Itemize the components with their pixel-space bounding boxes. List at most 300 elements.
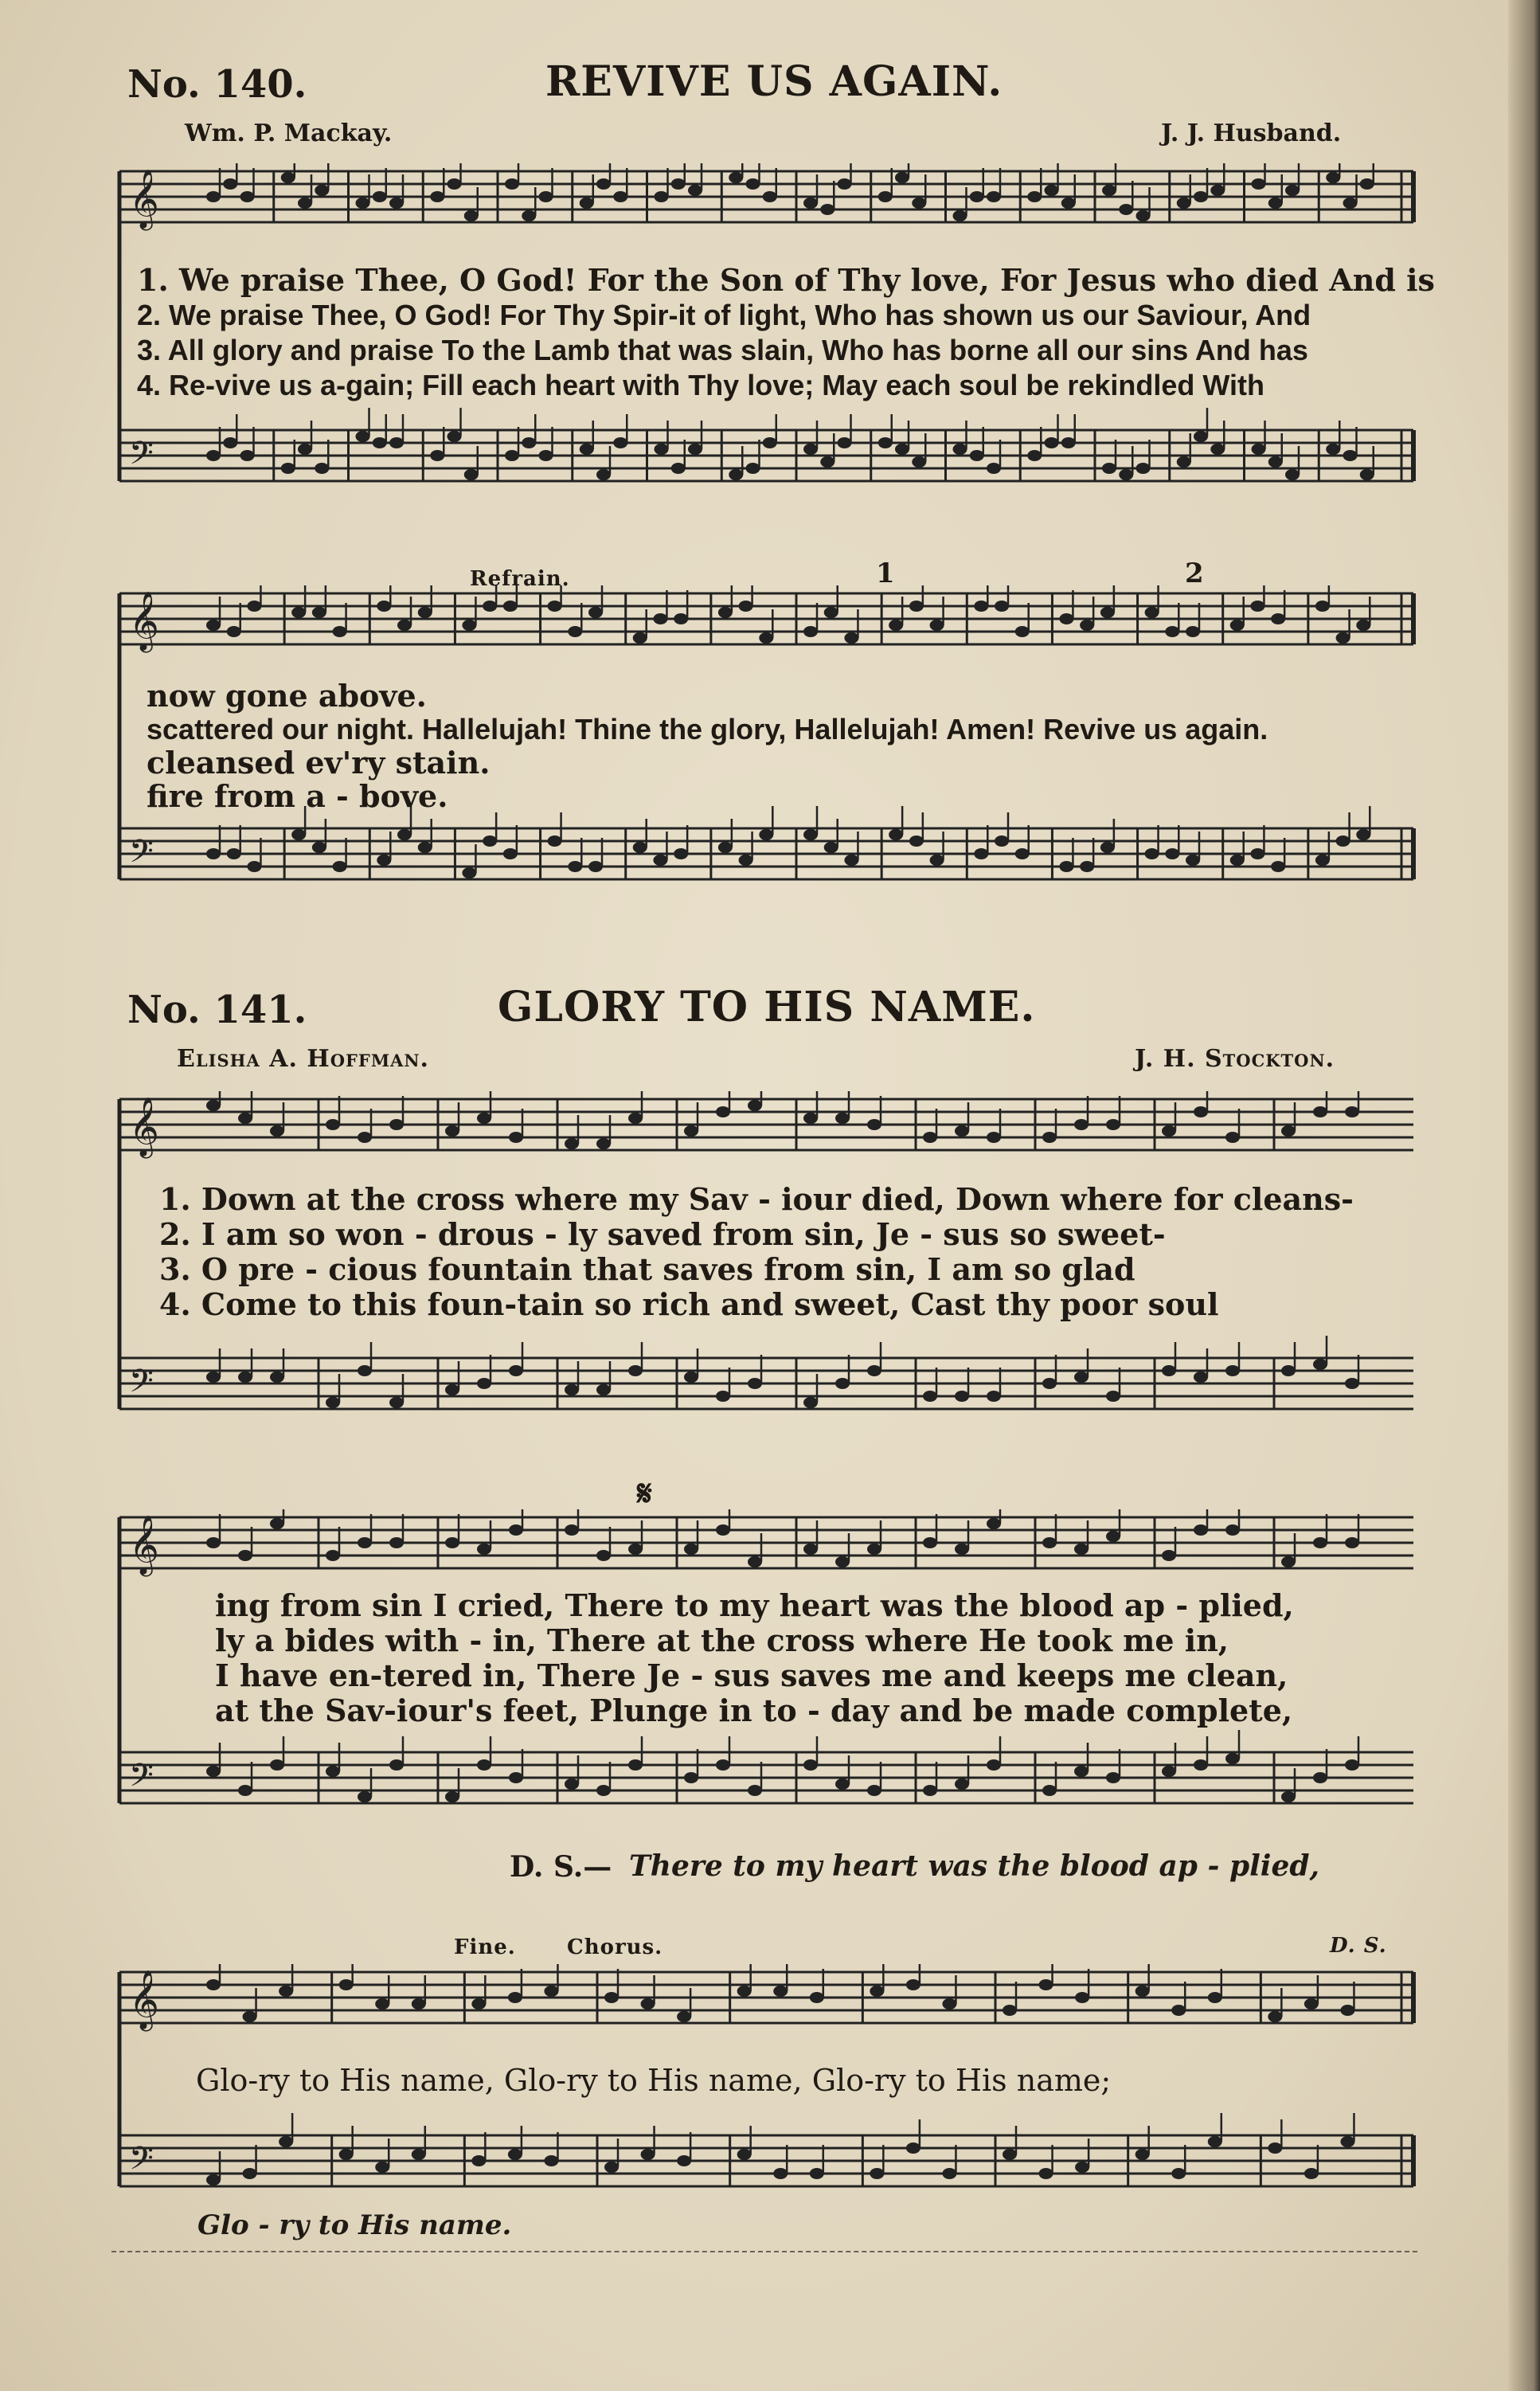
notehead: [240, 191, 255, 202]
notehead: [604, 1992, 619, 2003]
notehead: [588, 607, 603, 618]
hymn-140-verse-2-line-1: 2. We praise Thee, O God! For Thy Spir-it of light, Who has shown us our Saviour, And: [137, 299, 1311, 331]
hymn-140-title: REVIVE US AGAIN.: [545, 57, 1003, 106]
notehead: [206, 1100, 221, 1111]
notehead: [580, 444, 594, 455]
notehead: [445, 1537, 459, 1548]
notehead: [565, 1779, 579, 1790]
notehead: [1304, 2168, 1319, 2179]
notehead: [568, 861, 582, 872]
notehead: [1027, 450, 1042, 461]
notehead: [671, 463, 686, 474]
notehead: [206, 1766, 221, 1777]
notehead: [1345, 1106, 1359, 1117]
notehead: [445, 1791, 459, 1802]
hymn-140-ending-2: 2: [1185, 558, 1205, 589]
notehead: [238, 1550, 252, 1561]
notehead: [471, 2155, 486, 2166]
notehead: [1268, 456, 1283, 468]
notehead: [1075, 1992, 1089, 2003]
notehead: [737, 2149, 752, 2160]
notehead: [1061, 198, 1076, 209]
notehead: [1285, 185, 1300, 196]
notehead: [281, 172, 295, 183]
notehead: [1042, 1537, 1057, 1548]
notehead: [1315, 601, 1330, 612]
notehead: [748, 1100, 762, 1111]
notehead: [895, 172, 909, 183]
notehead: [503, 601, 518, 612]
notehead: [1100, 607, 1115, 618]
notehead: [356, 198, 370, 209]
notehead: [987, 1518, 1001, 1529]
notehead: [397, 620, 412, 631]
notehead: [1230, 855, 1245, 866]
notehead: [358, 1537, 372, 1548]
notehead: [206, 1979, 221, 1990]
notehead: [1162, 1365, 1176, 1376]
notehead: [716, 1391, 730, 1402]
notehead: [870, 2168, 884, 2179]
hymn-141-number: No. 141.: [127, 988, 307, 1032]
notehead: [503, 848, 518, 859]
notehead: [580, 198, 594, 209]
notehead: [596, 178, 611, 190]
notehead: [1074, 1119, 1089, 1130]
notehead: [803, 1759, 818, 1771]
notehead: [1080, 861, 1094, 872]
notehead: [810, 1992, 824, 2003]
notehead: [1345, 1537, 1359, 1548]
notehead: [1003, 2005, 1017, 2016]
notehead: [508, 2149, 522, 2160]
notehead: [1177, 456, 1191, 468]
ds-label: D. S.—: [510, 1850, 612, 1884]
notehead: [1186, 855, 1200, 866]
hymn-140-author: Wm. P. Mackay.: [185, 119, 393, 147]
notehead: [430, 450, 444, 461]
hymn-141-verse-4-line-2: at the Sav-iour's feet, Plunge in to - day and be made complete,: [215, 1692, 1293, 1728]
notehead: [568, 626, 582, 637]
chorus-label: Chorus.: [567, 1935, 663, 1959]
notehead: [748, 1378, 762, 1389]
notehead: [596, 469, 611, 480]
ds-text: There to my heart was the blood ap - plied,: [629, 1849, 1320, 1883]
notehead: [509, 1365, 523, 1376]
notehead: [389, 437, 404, 448]
notehead: [375, 1998, 389, 2009]
hymn-140-verse-3-line-1: 3. All glory and praise To the Lamb that was slain, Who has borne all our sins And has: [137, 334, 1308, 366]
hymn-141-verse-1-line-1: 1. Down at the cross where my Sav - iour died, Down where for cleans-: [159, 1181, 1354, 1217]
notehead: [1340, 2136, 1354, 2147]
notehead: [729, 172, 743, 183]
notehead: [445, 1384, 459, 1395]
notehead: [739, 855, 753, 866]
notehead: [375, 2162, 389, 2173]
notehead: [509, 1132, 523, 1143]
notehead: [604, 2162, 619, 2173]
notehead: [412, 1998, 426, 2009]
notehead: [1250, 601, 1264, 612]
notehead: [243, 2168, 257, 2179]
notehead: [633, 632, 647, 644]
notehead: [906, 2143, 920, 2154]
notehead: [508, 1992, 522, 2003]
notehead: [923, 1537, 937, 1548]
notehead: [298, 198, 312, 209]
notehead: [1252, 178, 1266, 190]
notehead: [565, 1524, 579, 1536]
notehead: [1106, 1119, 1120, 1130]
notehead: [509, 1524, 523, 1536]
notehead: [1162, 1766, 1176, 1777]
hymn-141-composer: J. H. Stockton.: [1135, 1045, 1335, 1073]
notehead: [995, 601, 1009, 612]
chorus-tail: Glo - ry to His name.: [197, 2209, 512, 2241]
notehead: [633, 842, 647, 853]
notehead: [1313, 1537, 1327, 1548]
notehead: [247, 861, 261, 872]
notehead: [1304, 1998, 1319, 2009]
notehead: [206, 2174, 221, 2186]
notehead: [987, 191, 1001, 202]
notehead: [923, 1785, 937, 1796]
notehead: [748, 1556, 762, 1567]
notehead: [955, 1125, 969, 1137]
notehead: [565, 1138, 579, 1149]
notehead: [206, 848, 221, 859]
notehead: [418, 842, 432, 853]
notehead: [716, 1759, 730, 1771]
notehead: [1268, 2143, 1282, 2154]
treble-clef-icon: 𝄞: [129, 592, 159, 651]
hymn-141-verse-1-line-2: ing from sin I cried, There to my heart was the blood ap - plied,: [215, 1587, 1294, 1623]
notehead: [1177, 198, 1191, 209]
notehead: [1061, 437, 1076, 448]
notehead: [912, 456, 926, 468]
notehead: [867, 1544, 881, 1555]
notehead: [688, 185, 702, 196]
notehead: [596, 1384, 611, 1395]
notehead: [1313, 1772, 1327, 1783]
notehead: [773, 1986, 788, 1997]
notehead: [878, 191, 893, 202]
bass-clef-icon: 𝄢: [129, 1757, 154, 1802]
notehead: [1326, 444, 1340, 455]
notehead: [270, 1759, 284, 1771]
notehead: [389, 1397, 404, 1408]
notehead: [923, 1391, 937, 1402]
notehead: [596, 1138, 611, 1149]
book-spine-shadow: [1508, 0, 1540, 2391]
bass-staff: [119, 430, 1413, 481]
notehead: [942, 1998, 956, 2009]
notehead: [838, 437, 852, 448]
notehead: [1313, 1106, 1327, 1117]
notehead: [737, 1986, 752, 1997]
notehead: [339, 1979, 354, 1990]
notehead: [674, 848, 688, 859]
notehead: [739, 601, 753, 612]
notehead: [539, 450, 553, 461]
notehead: [1194, 191, 1208, 202]
notehead: [824, 607, 838, 618]
notehead: [987, 1759, 1001, 1771]
notehead: [1208, 1992, 1222, 2003]
notehead: [835, 1779, 850, 1790]
notehead: [653, 855, 667, 866]
notehead: [544, 1986, 558, 1997]
notehead: [870, 1986, 884, 1997]
bottom-rule: [111, 2251, 1417, 2252]
notehead: [1230, 620, 1245, 631]
notehead: [953, 210, 967, 221]
notehead: [326, 1397, 340, 1408]
notehead: [389, 1119, 404, 1130]
treble-clef-icon: 𝄞: [129, 1970, 159, 2029]
notehead: [1281, 1125, 1296, 1137]
notehead: [240, 450, 255, 461]
notehead: [1225, 1753, 1240, 1764]
notehead: [810, 2168, 824, 2179]
notehead: [206, 620, 221, 631]
notehead: [1074, 1544, 1089, 1555]
treble-clef-icon: 𝄞: [129, 170, 159, 229]
notehead: [270, 1518, 284, 1529]
notehead: [206, 191, 221, 202]
notehead: [1210, 185, 1225, 196]
notehead: [628, 1759, 643, 1771]
notehead: [653, 613, 667, 624]
hymn-140-verse-1-line-1: 1. We praise Thee, O God! For the Son of Thy love, For Jesus who died And is: [137, 262, 1435, 298]
notehead: [312, 842, 326, 853]
notehead: [1281, 1365, 1296, 1376]
notehead: [326, 1119, 340, 1130]
notehead: [1343, 450, 1358, 461]
notehead: [1015, 626, 1030, 637]
notehead: [759, 632, 773, 644]
notehead: [206, 450, 221, 461]
notehead: [430, 191, 444, 202]
notehead: [358, 1791, 372, 1802]
notehead: [238, 1785, 252, 1796]
notehead: [909, 601, 924, 612]
notehead: [448, 431, 462, 442]
notehead: [930, 620, 944, 631]
notehead: [464, 210, 479, 221]
notehead: [544, 2155, 558, 2166]
notehead: [1042, 1378, 1057, 1389]
bass-clef-icon: 𝄢: [129, 1363, 154, 1407]
notehead: [1268, 2011, 1282, 2022]
notehead: [987, 463, 1001, 474]
notehead: [227, 848, 241, 859]
notehead: [718, 842, 733, 853]
hymn-140-refrain-label: Refrain.: [470, 567, 570, 591]
notehead: [548, 835, 562, 847]
notehead: [1194, 1524, 1208, 1536]
notehead: [377, 601, 391, 612]
notehead: [522, 437, 536, 448]
notehead: [835, 1113, 850, 1124]
hymn-140-verse-1-line-2: now gone above.: [147, 678, 427, 714]
notehead: [333, 626, 347, 637]
notehead: [1102, 463, 1116, 474]
notehead: [1136, 210, 1151, 221]
notehead: [298, 444, 312, 455]
notehead: [596, 1550, 611, 1561]
notehead: [867, 1785, 881, 1796]
notehead: [1194, 431, 1208, 442]
notehead: [1106, 1772, 1120, 1783]
notehead: [326, 1766, 340, 1777]
notehead: [291, 607, 306, 618]
hymn-140-verse-4-line-2: fire from a - bove.: [147, 778, 448, 814]
notehead: [522, 210, 536, 221]
notehead: [1162, 1550, 1176, 1561]
notehead: [315, 463, 329, 474]
notehead: [505, 450, 519, 461]
notehead: [974, 601, 988, 612]
notehead: [895, 444, 909, 455]
notehead: [358, 1365, 372, 1376]
notehead: [684, 1125, 698, 1137]
notehead: [1194, 1372, 1208, 1383]
notehead: [1271, 861, 1285, 872]
hymn-140-verse-2-line-2: scattered our night. Hallelujah! Thine the glory, Hallelujah! Amen! Revive us again.: [147, 713, 1268, 745]
notehead: [471, 1998, 486, 2009]
notehead: [1171, 2168, 1186, 2179]
notehead: [483, 601, 497, 612]
notehead: [763, 191, 777, 202]
notehead: [1336, 632, 1350, 644]
notehead: [820, 456, 834, 468]
notehead: [889, 620, 903, 631]
notehead: [1345, 1759, 1359, 1771]
notehead: [373, 191, 387, 202]
hymn-140-number: No. 140.: [127, 62, 307, 107]
notehead: [358, 1132, 372, 1143]
notehead: [1271, 613, 1285, 624]
notehead: [1208, 2136, 1222, 2147]
notehead: [539, 191, 553, 202]
hymn-141-author: Elisha A. Hoffman.: [177, 1045, 429, 1073]
notehead: [716, 1524, 730, 1536]
notehead: [1360, 469, 1374, 480]
notehead: [1102, 185, 1116, 196]
notehead: [1250, 848, 1264, 859]
chorus-line: Glo-ry to His name, Glo-ry to His name, Glo-ry to His name;: [196, 2063, 1112, 2098]
notehead: [464, 469, 479, 480]
notehead: [718, 607, 733, 618]
hymn-140-verse-4-line-1: 4. Re-vive us a-gain; Fill each heart with Thy love; May each soul be rekindled With: [137, 369, 1265, 401]
notehead: [1135, 1986, 1150, 1997]
hymn-141-verse-3-line-2: I have en-tered in, There Je - sus saves me and keeps me clean,: [215, 1657, 1288, 1693]
notehead: [803, 1544, 818, 1555]
notehead: [356, 431, 370, 442]
notehead: [955, 1544, 969, 1555]
notehead: [339, 2149, 354, 2160]
notehead: [716, 1106, 730, 1117]
notehead: [1336, 835, 1350, 847]
notehead: [238, 1372, 252, 1383]
notehead: [677, 2155, 691, 2166]
notehead: [729, 469, 743, 480]
notehead: [281, 463, 295, 474]
ds-mark: D. S.: [1330, 1934, 1387, 1958]
notehead: [206, 1537, 221, 1548]
notehead: [1135, 2149, 1150, 2160]
notehead: [955, 1779, 969, 1790]
notehead: [1003, 2149, 1017, 2160]
notehead: [759, 829, 773, 840]
hymn-140-composer: J. J. Husband.: [1161, 119, 1342, 147]
notehead: [889, 829, 903, 840]
hymn-141-verse-2-line-1: 2. I am so won - drous - ly saved from sin, Je - sus so sweet-: [159, 1216, 1166, 1252]
notehead: [1225, 1365, 1240, 1376]
notehead: [909, 835, 924, 847]
notehead: [835, 1556, 850, 1567]
notehead: [477, 1378, 491, 1389]
notehead: [1210, 444, 1225, 455]
hymn-141-verse-2-line-2: ly a bides with - in, There at the cross where He took me in,: [215, 1622, 1229, 1658]
hymn-141-verse-3-line-1: 3. O pre - cious fountain that saves from sin, I am so glad: [159, 1251, 1135, 1287]
notehead: [1059, 861, 1073, 872]
notehead: [270, 1125, 284, 1137]
notehead: [333, 861, 347, 872]
notehead: [1045, 437, 1059, 448]
notehead: [477, 1113, 491, 1124]
notehead: [238, 1113, 252, 1124]
notehead: [970, 450, 984, 461]
notehead: [970, 191, 984, 202]
notehead: [1106, 1531, 1120, 1542]
notehead: [373, 437, 387, 448]
notehead: [1119, 204, 1133, 215]
notehead: [462, 620, 476, 631]
notehead: [312, 607, 326, 618]
notehead: [377, 855, 391, 866]
notehead: [641, 2149, 655, 2160]
notehead: [505, 178, 519, 190]
notehead: [397, 829, 412, 840]
notehead: [684, 1772, 698, 1783]
notehead: [1162, 1125, 1176, 1137]
notehead: [878, 437, 893, 448]
notehead: [477, 1544, 491, 1555]
notehead: [803, 444, 818, 455]
notehead: [389, 1537, 404, 1548]
notehead: [243, 2011, 257, 2022]
notehead: [1225, 1132, 1240, 1143]
notehead: [912, 198, 926, 209]
notehead: [315, 185, 329, 196]
notehead: [628, 1365, 643, 1376]
notehead: [1194, 1759, 1208, 1771]
hymn-140-verse-3-line-2: cleansed ev'ry stain.: [147, 745, 491, 781]
notehead: [1340, 2005, 1354, 2016]
notehead: [1045, 185, 1059, 196]
notehead: [1100, 842, 1115, 853]
treble-clef-icon: 𝄞: [129, 1098, 159, 1156]
notehead: [1106, 1391, 1120, 1402]
notehead: [1356, 829, 1370, 840]
notehead: [748, 1785, 762, 1796]
notehead: [1171, 2005, 1186, 2016]
notehead: [838, 178, 852, 190]
notehead: [1285, 469, 1300, 480]
notehead: [448, 178, 462, 190]
